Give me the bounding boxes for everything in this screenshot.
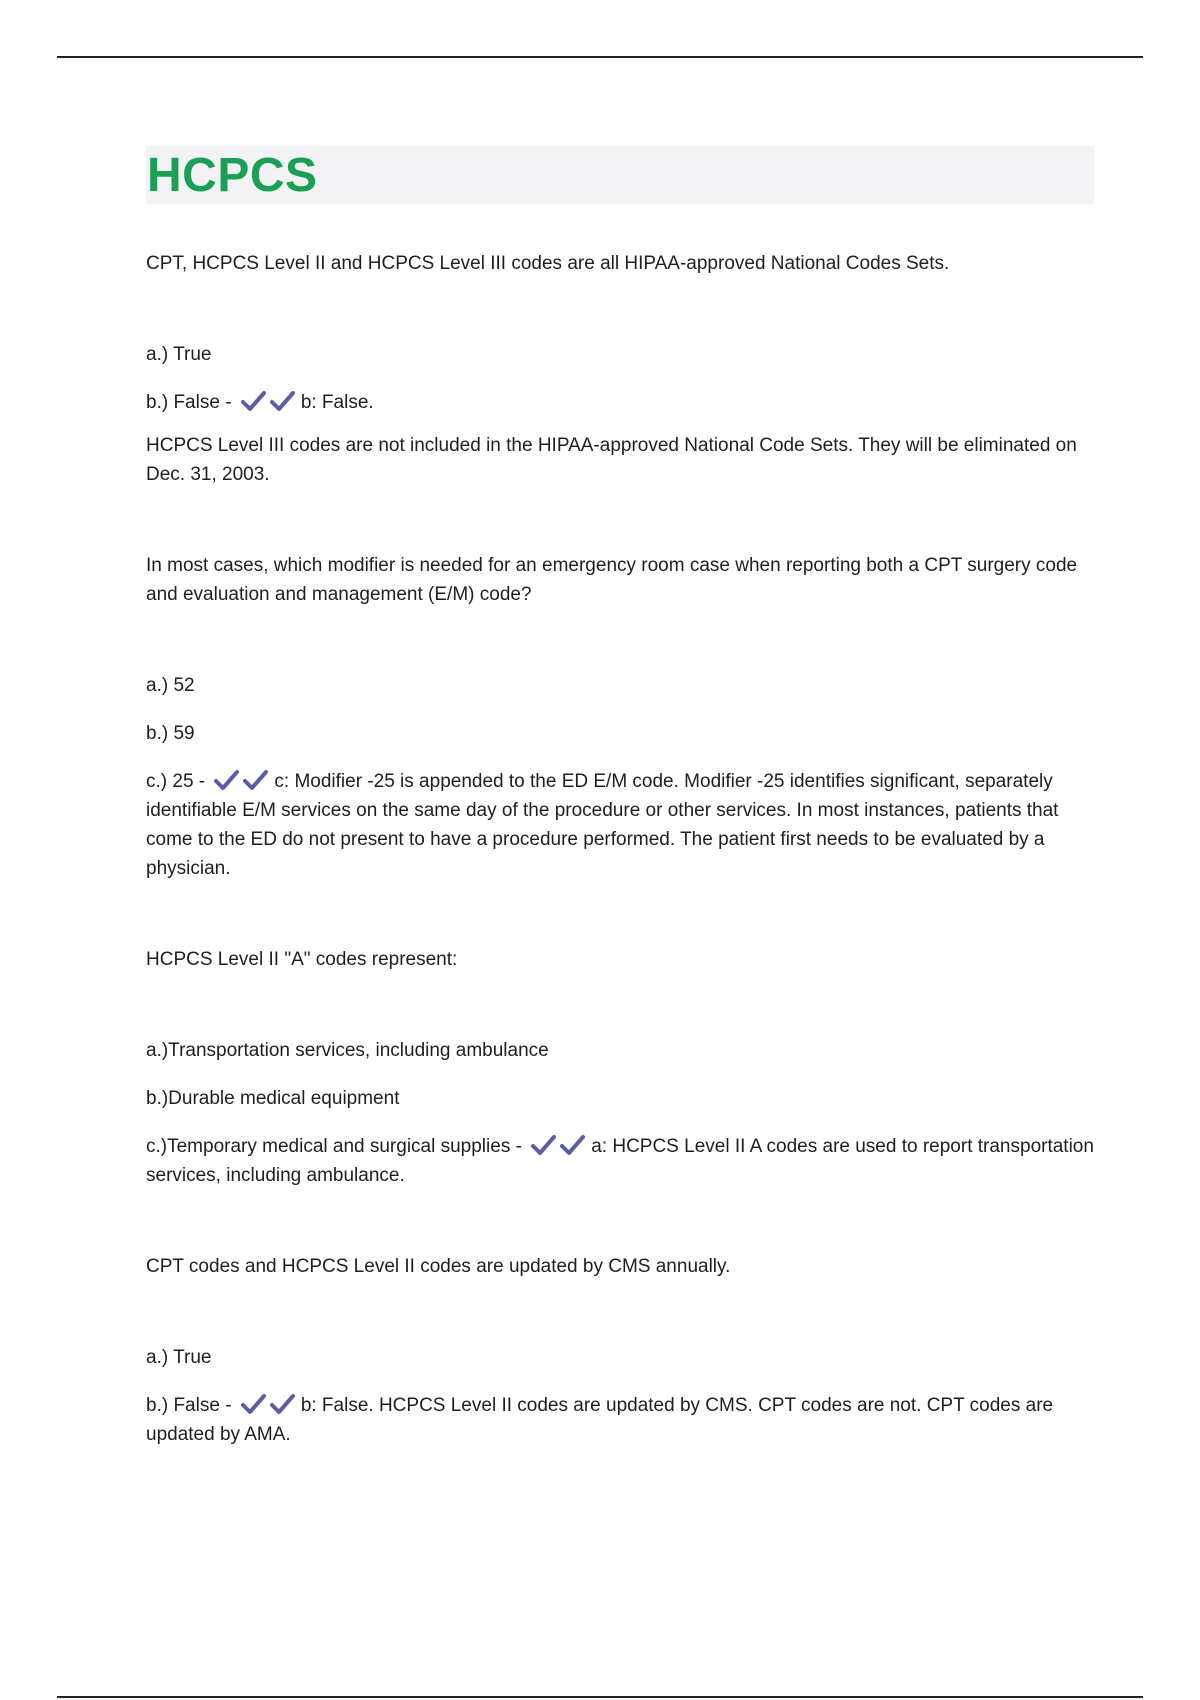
- double-checkmark-icon: [531, 1132, 589, 1161]
- answer-prefix: c.)Temporary medical and surgical supplies -: [146, 1136, 522, 1157]
- double-checkmark-icon: [214, 767, 272, 796]
- question-block: [146, 249, 1094, 489]
- answer-line: [146, 1132, 1094, 1190]
- answer-text: b: False. HCPCS Level II codes are updated by CMS. CPT codes are not. CPT codes are updated by AMA.: [146, 1395, 1054, 1445]
- option: a.) True: [146, 1347, 212, 1368]
- title-bar: [146, 146, 1094, 204]
- answer-line: [146, 1391, 1094, 1449]
- answer-text: b: False.: [300, 392, 374, 413]
- option: b.) 59: [146, 723, 195, 744]
- answer-prefix: c.) 25 -: [146, 771, 206, 792]
- question-text: CPT, HCPCS Level II and HCPCS Level III codes are all HIPAA-approved National Codes Sets.: [146, 253, 950, 274]
- question-text: HCPCS Level II "A" codes represent:: [146, 949, 458, 970]
- question-block: [146, 945, 1094, 1190]
- question-block: [146, 1252, 1094, 1449]
- answer-text: a: HCPCS Level II A codes are used to report transportation services, including ambulance.: [146, 1136, 1094, 1186]
- answer-line: [146, 388, 1094, 417]
- option: a.) 52: [146, 675, 195, 696]
- answer-prefix: b.) False -: [146, 1395, 232, 1416]
- option: b.)Durable medical equipment: [146, 1088, 400, 1109]
- option: a.) True: [146, 344, 212, 365]
- question-block: [146, 551, 1094, 883]
- answer-line: [146, 767, 1094, 883]
- option: a.)Transportation services, including ambulance: [146, 1040, 549, 1061]
- document-body: [146, 146, 1094, 1449]
- bottom-rule: [57, 1696, 1143, 1698]
- question-text: In most cases, which modifier is needed for an emergency room case when reporting both a CPT surgery code and evaluation and management (E/M) code?: [146, 555, 1078, 605]
- answer-text: c: Modifier -25 is appended to the ED E/M code. Modifier -25 identifies significant, separately identifiable E/M services on the same day of the procedure or other services. In most instances, patients that come to the ED do not present to have a procedure performed. The patient first needs to be evaluated by a physician.: [146, 771, 1059, 879]
- top-rule: [57, 56, 1143, 58]
- double-checkmark-icon: [241, 388, 299, 417]
- answer-prefix: b.) False -: [146, 392, 232, 413]
- answer-explanation: HCPCS Level III codes are not included in the HIPAA-approved National Code Sets. They will be eliminated on Dec. 31, 2003.: [146, 435, 1077, 485]
- double-checkmark-icon: [241, 1391, 299, 1420]
- page-title: HCPCS: [147, 148, 318, 202]
- question-text: CPT codes and HCPCS Level II codes are updated by CMS annually.: [146, 1256, 731, 1277]
